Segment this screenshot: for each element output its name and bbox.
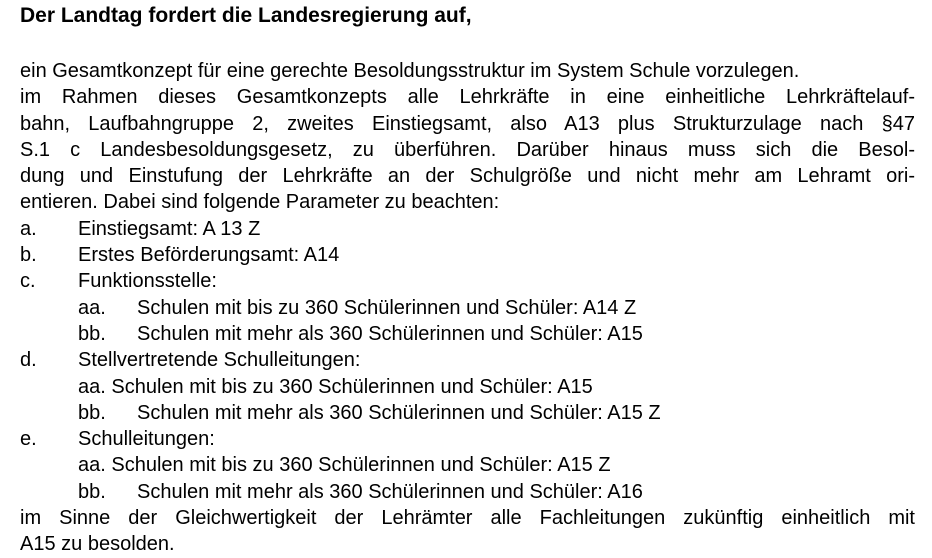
sub-list-item-text: aa. Schulen mit bis zu 360 Schülerinnen und Schüler: A15: [78, 375, 593, 398]
sub-list-item: [20, 452, 915, 478]
motion-body: [20, 58, 915, 558]
intro-line: bahn, Laufbahngruppe 2, zweites Einstiegsamt, also A13 plus Strukturzulage nach §47: [20, 112, 915, 135]
intro-line: S.1 c Landesbesoldungsgesetz, zu überführen. Darüber hinaus muss sich die Besol-: [20, 138, 915, 161]
sub-list-item: [20, 479, 915, 505]
document-heading: Der Landtag fordert die Landesregierung auf,: [20, 4, 472, 27]
list-item-text: Erstes Beförderungsamt: A14: [78, 244, 340, 267]
list-item: [20, 426, 915, 452]
list-item-text: Funktionsstelle:: [78, 270, 217, 293]
sub-list-item: [20, 374, 915, 400]
sub-list-item: [20, 321, 915, 347]
list-marker: e.: [20, 428, 37, 451]
sub-list-marker: aa.: [78, 296, 106, 319]
list-item: [20, 216, 915, 242]
list-marker: a.: [20, 217, 37, 240]
list-marker: b.: [20, 244, 37, 267]
sub-list-item-text: aa. Schulen mit bis zu 360 Schülerinnen und Schüler: A15 Z: [78, 454, 611, 477]
intro-line: entieren. Dabei sind folgende Parameter zu beachten:: [20, 191, 500, 214]
intro-line: im Rahmen dieses Gesamtkonzepts alle Lehrkräfte in eine einheitliche Lehrkräftelauf-: [20, 86, 915, 109]
sub-list-item: [20, 400, 915, 426]
sub-list-item-text: Schulen mit mehr als 360 Schülerinnen und Schüler: A15: [137, 322, 643, 345]
list-item: [20, 242, 915, 268]
sub-list-marker: bb.: [78, 480, 106, 503]
sub-list-marker: bb.: [78, 322, 106, 345]
sub-list-item-text: Schulen mit mehr als 360 Schülerinnen und Schüler: A16: [137, 480, 643, 503]
sub-list-item: [20, 295, 915, 321]
list-marker: d.: [20, 349, 37, 372]
sub-list-marker: bb.: [78, 401, 106, 424]
closing-line: A15 zu besolden.: [20, 533, 175, 556]
list-item-text: Einstiegsamt: A 13 Z: [78, 217, 261, 240]
closing-line: im Sinne der Gleichwertigkeit der Lehrämter alle Fachleitungen zukünftig einheitlich mit: [20, 507, 915, 530]
list-item-text: Schulleitungen:: [78, 428, 215, 451]
list-item-text: Stellvertretende Schulleitungen:: [78, 349, 361, 372]
sub-list-item-text: Schulen mit mehr als 360 Schülerinnen und Schüler: A15 Z: [137, 401, 661, 424]
list-item: [20, 347, 915, 373]
sub-list-item-text: Schulen mit bis zu 360 Schülerinnen und Schüler: A14 Z: [137, 296, 637, 319]
list-marker: c.: [20, 270, 36, 293]
list-item: [20, 268, 915, 294]
intro-line: ein Gesamtkonzept für eine gerechte Besoldungsstruktur im System Schule vorzulegen.: [20, 60, 800, 82]
intro-line: dung und Einstufung der Lehrkräfte an der Schulgröße und nicht mehr am Lehramt ori-: [20, 165, 915, 188]
